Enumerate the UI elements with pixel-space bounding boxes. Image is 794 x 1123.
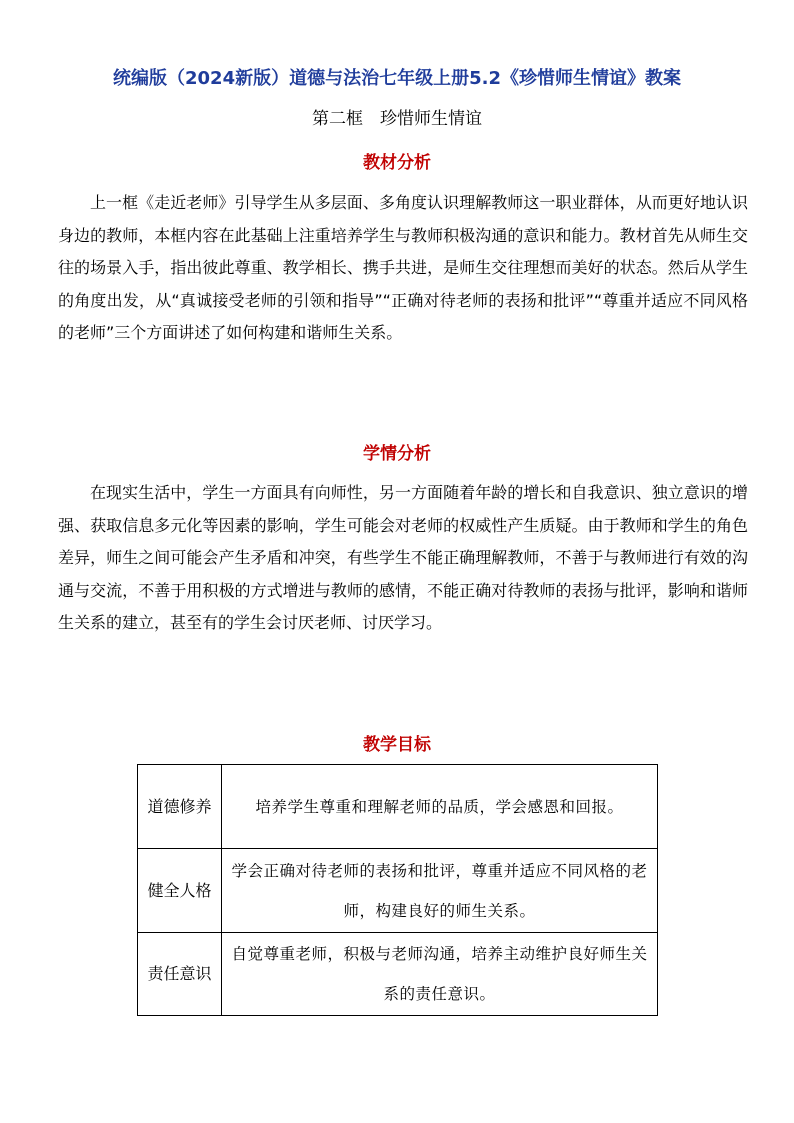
document-subtitle: 第二框 珍惜师生情谊 — [312, 109, 482, 129]
goal-label-cell: 责任意识 — [138, 933, 222, 1016]
section-heading-student-analysis: 学情分析 — [363, 444, 431, 464]
table-row — [138, 849, 658, 933]
table-row — [138, 933, 658, 1016]
goal-content-cell: 自觉尊重老师，积极与老师沟通，培养主动维护良好师生关系的责任意识。 — [222, 933, 658, 1016]
goal-content-cell: 学会正确对待老师的表扬和批评，尊重并适应不同风格的老师，构建良好的师生关系。 — [222, 849, 658, 933]
teaching-goals-table — [137, 764, 658, 1016]
table-row — [138, 765, 658, 849]
textbook-analysis-paragraph: 上一框《走近老师》引导学生从多层面、多角度认识理解教师这一职业群体，从而更好地认识身边的教师，本框内容在此基础上注重培养学生与教师积极沟通的意识和能力。教材首先从师生交往的场景入手，指出彼此尊重、教学相长、携手共进，是师生交往理想而美好的状态。然后从学生的角度出发，从“真诚接受老师的引领和指导”“正确对待老师的表扬和批评”“尊重并适应不同风格的老师”三个方面讲述了如何构建和谐师生关系。 — [58, 193, 748, 342]
goal-content-cell: 培养学生尊重和理解老师的品质，学会感恩和回报。 — [222, 765, 658, 849]
student-analysis-paragraph: 在现实生活中，学生一方面具有向师性，另一方面随着年龄的增长和自我意识、独立意识的增强、获取信息多元化等因素的影响，学生可能会对老师的权威性产生质疑。由于教师和学生的角色差异，师生之间可能会产生矛盾和冲突，有些学生不能正确理解教师，不善于与教师进行有效的沟通与交流，不善于用积极的方式增进与教师的感情，不能正确对待教师的表扬与批评，影响和谐师生关系的建立，甚至有的学生会讨厌老师、讨厌学习。 — [58, 483, 748, 632]
document-title: 统编版（2024新版）道德与法治七年级上册5.2《珍惜师生情谊》教案 — [113, 68, 681, 89]
goal-label-cell: 健全人格 — [138, 849, 222, 933]
section-heading-teaching-goals: 教学目标 — [363, 735, 431, 755]
section-heading-textbook-analysis: 教材分析 — [363, 153, 431, 173]
goal-label-cell: 道德修养 — [138, 765, 222, 849]
